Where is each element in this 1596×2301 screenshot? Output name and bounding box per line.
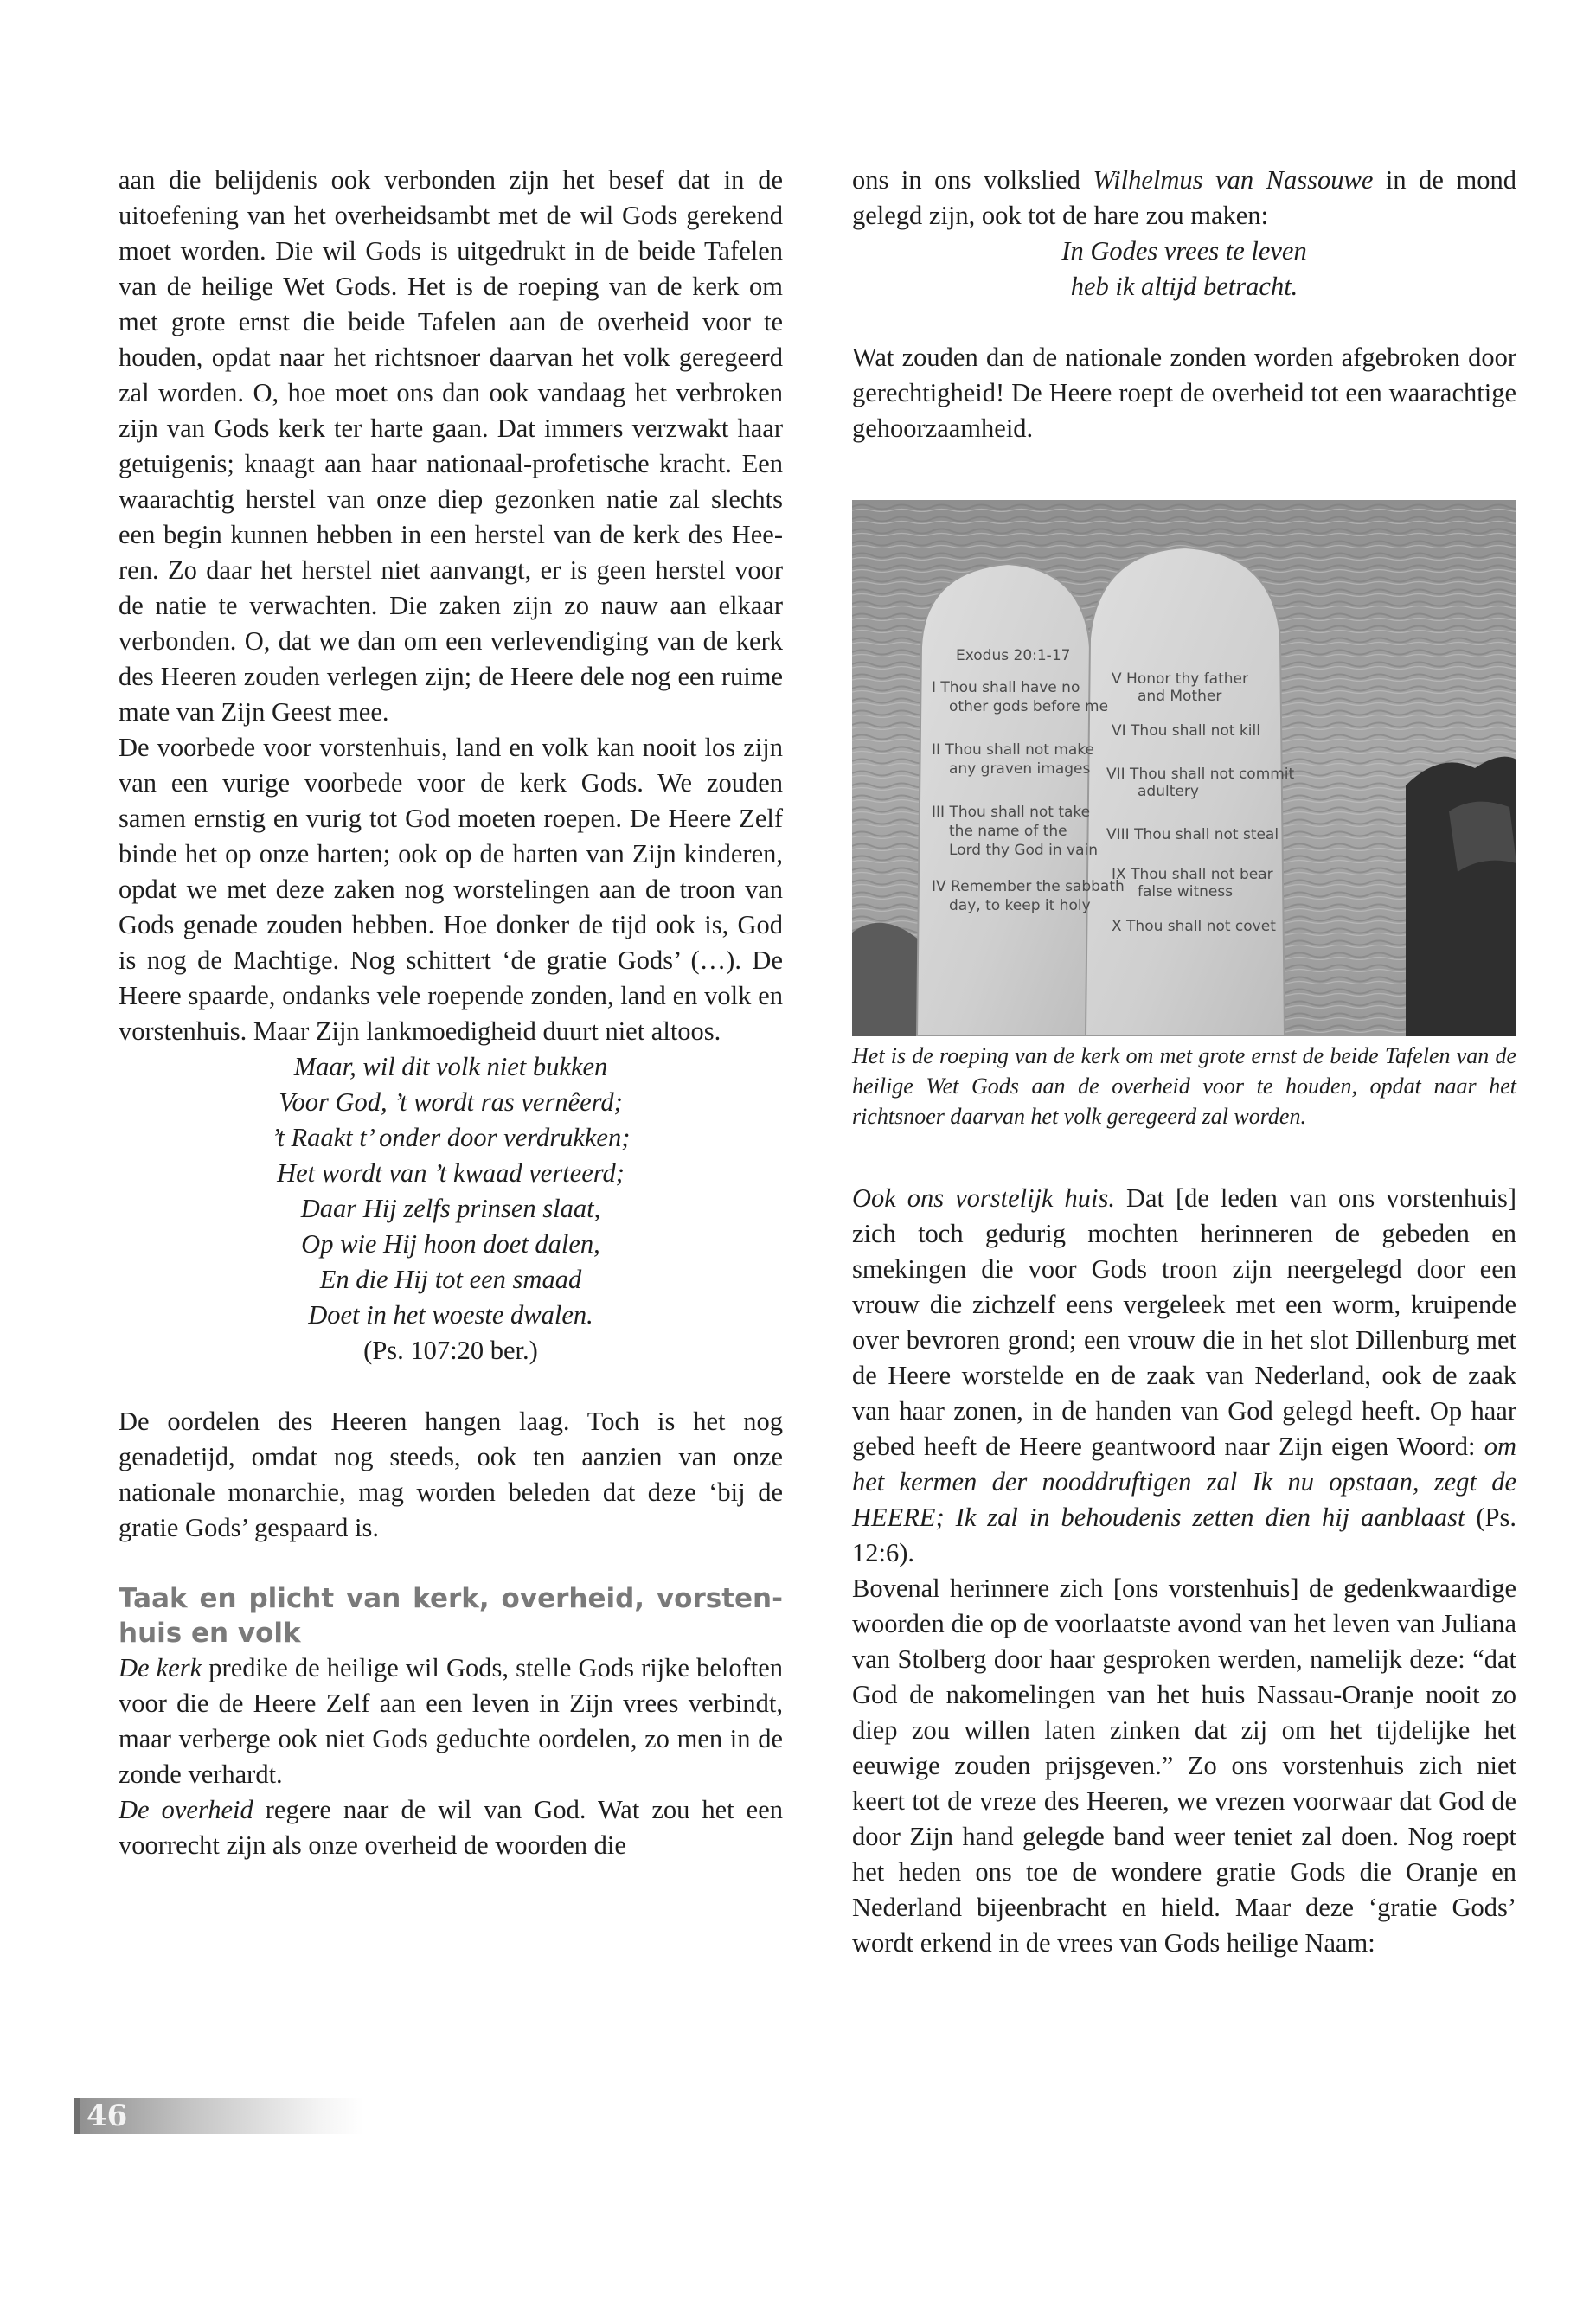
paragraph	[852, 1181, 1516, 1571]
tablet-title: Exodus 20:1-17	[956, 647, 1071, 664]
paragraph: aan die belijdenis ook verbonden zijn het besef dat in de uitoefening van het overheidsambt met de wil Gods gerekend moet worden. Die wil Gods is uitgedrukt in de beide Tafelen van de heilige Wet Gods. Het is de roeping van de kerk om met grote ernst die beide Tafelen aan de overheid voor te houden, opdat naar het richtsnoer daarvan het volk geregeerd zal worden. O, hoe moet ons dan ook vandaag het verbroken zijn van Gods kerk ter harte gaan. Dat immers verzwakt haar getuigenis; knaagt aan haar nationaal-profetische kracht. Een waarachtig herstel van onze diep gezonken natie zal slechts een begin kunnen hebben in een herstel van de kerk des Heeren. Zo daar het herstel niet aanvangt, er is geen herstel voor de natie te verwachten. Die zaken zijn zo nauw aan elkaar verbonden. O, dat we dan om een verlevendiging van de kerk des Heeren zouden verlegen zijn; de Heere dele nog een ruime mate van Zijn Geest mee.	[119, 165, 783, 727]
emphasis: om het kermen der nooddruftigen zal Ik nu opstaan, zegt de HEERE; Ik zal in behoudenis zetten dien hij aanblaast	[852, 1432, 1516, 1532]
commandment-line: X Thou shall not covet	[1112, 918, 1276, 935]
psalm-quote	[119, 1049, 783, 1368]
paragraph: De voorbede voor vorstenhuis, land en volk kan nooit los zijn van een vurige voorbede voor de kerk Gods. We zouden samen ernstig en vurig tot God moeten roepen. De Heere Zelf binde het op onze harten; ook op de harten van Zijn kinderen, opdat we met deze zaken nog worstelingen aan de troon van Gods genade zouden hebben. Hoe donker de tijd ook is, God is nog de Machtige. Nog schittert ‘de gratie Gods’ (…). De Heere spaarde, ondanks vele roepende zonden, land en volk en vorstenhuis. Maar Zijn lankmoedigheid duurt niet altoos.	[119, 733, 783, 1046]
commandment-line: Lord thy God in vain	[949, 842, 1099, 859]
section-heading: Taak en plicht van kerk, overheid, vorstenhuis en volk	[119, 1583, 783, 1649]
poem-line: Op wie Hij hoon doet dalen,	[301, 1229, 600, 1259]
paragraph-text: regere naar de wil van God. Wat zou het een voorrecht zijn als onze overheid de woorden die	[119, 1795, 783, 1860]
commandment-line: adultery	[1138, 783, 1199, 800]
commandment-line: VII Thou shall not commit	[1106, 766, 1295, 783]
poem-line: Voor God, ’t wordt ras vernêerd;	[279, 1087, 623, 1117]
commandment-line: IV Remember the sabbath	[932, 878, 1125, 895]
paragraph: Wat zouden dan de nationale zonden worden afgebroken door gerechtigheid! De Heere roept de overheid tot een waarachtige gehoorzaamheid.	[852, 343, 1516, 443]
right-column-top	[852, 163, 1516, 446]
figure-caption: Het is de roeping van de kerk om met grote ernst de beide Tafelen van de heilige Wet Gods aan de overheid voor te houden, opdat naar het richtsnoer daarvan het volk geregeerd zal worden.	[852, 1043, 1516, 1129]
emphasis: De kerk	[119, 1653, 202, 1682]
commandment-line: IX Thou shall not bear	[1112, 866, 1273, 883]
commandment-line: VIII Thou shall not steal	[1106, 826, 1279, 843]
poem-reference: (Ps. 107:20 ber.)	[363, 1336, 538, 1365]
poem-line: Het wordt van ’t kwaad verteerd;	[277, 1158, 625, 1188]
commandment-line: I Thou shall have no	[932, 679, 1080, 696]
poem-line: En die Hij tot een smaad	[319, 1265, 582, 1294]
commandment-line: other gods before me	[949, 698, 1109, 715]
paragraph-text: Dat [de leden van ons vorstenhuis] zich toch gedurig mochten herinneren de gebeden en smekingen die voor Gods troon zijn neergelegd door een vrouw die zichzelf eens vergeleek met een worm, kruipende over bevroren grond; een vrouw die in het slot Dillenburg met de Heere worstelde en de zaak van Nederland, ook de zaak van haar zonen, in de handen van God gelegd heeft. Op haar gebed heeft de Heere geantwoord naar Zijn eigen Woord:	[852, 1183, 1516, 1461]
poem-line: ’t Raakt t’ onder door verdrukken;	[271, 1123, 631, 1152]
left-column	[119, 163, 783, 1863]
emphasis: Ook ons vorstelijk huis.	[852, 1183, 1116, 1213]
anthem-quote	[852, 234, 1516, 304]
commandment-line: II Thou shall not make	[932, 741, 1094, 759]
commandment-line: VI Thou shall not kill	[1112, 722, 1260, 740]
emphasis: Wilhelmus van Nassouwe	[1093, 165, 1374, 195]
quote-line: In Godes vrees te leven	[1061, 236, 1307, 266]
poem-line: Doet in het woeste dwalen.	[308, 1300, 593, 1330]
paragraph-text: predike de heilige wil Gods, stelle Gods rijke beloften voor die de Heere Zelf aan een leven in Zijn vrees verbindt, maar verberge ook niet Gods geduchte oordelen, zo men in de zonde verhardt.	[119, 1653, 784, 1789]
left-tablet	[917, 564, 1094, 1036]
commandment-line: day, to keep it holy	[949, 897, 1091, 914]
paragraph: De oordelen des Heeren hangen laag. Toch is het nog genadetijd, omdat nog steeds, ook ten aanzien van onze nationale monarchie, mag worden beleden dat deze ‘bij de gratie Gods’ gespaard is.	[119, 1407, 783, 1542]
emphasis: De overheid	[119, 1795, 253, 1824]
paragraph	[852, 163, 1516, 234]
paragraph-text: (Ps. 12:6).	[852, 1503, 1516, 1567]
poem-line: Maar, wil dit volk niet bukken	[293, 1052, 608, 1081]
commandment-line: and Mother	[1138, 688, 1222, 705]
paragraph-text: in de mond gelegd zijn, ook tot de hare zou maken:	[852, 165, 1516, 230]
commandment-line: the name of the	[949, 823, 1067, 840]
commandment-line: false witness	[1138, 883, 1234, 901]
rock	[1406, 757, 1516, 1036]
quote-line: heb ik altijd betracht.	[1070, 272, 1298, 301]
commandment-line: III Thou shall not take	[932, 804, 1091, 821]
page-number: 46	[87, 2099, 128, 2133]
paragraph	[119, 1792, 783, 1863]
tablets-illustration	[852, 500, 1516, 1036]
paragraph	[119, 1650, 783, 1792]
right-column-bottom	[852, 1181, 1516, 1961]
commandment-line: any graven images	[949, 760, 1091, 778]
commandment-line: V Honor thy father	[1112, 670, 1248, 688]
tablets-photo	[852, 500, 1516, 1036]
poem-line: Daar Hij zelfs prinsen slaat,	[300, 1194, 601, 1223]
paragraph: Bovenal herinnere zich [ons vorstenhuis] de gedenkwaardige woorden die op de voorlaatste avond van het leven van Juliana van Stolberg door haar gesproken werden, namelijk deze: “dat God de nakomelingen van het huis Nassau-Oranje nooit zo diep zou willen laten zinken dat zij om het tijdelijke het eeuwige zouden prijsgeven.” Zo ons vorstenhuis zich niet keert tot de vreze des Heeren, we vrezen voorwaar dat God de door Zijn hand gelegde band weer teniet zal doen. Nog roept het heden ons toe de wondere gratie Gods die Oranje en Nederland bijeenbracht en hield. Maar deze ‘gratie Gods’ wordt erkend in de vrees van Gods heilige Naam:	[852, 1574, 1516, 1958]
paragraph-text: ons in ons volkslied	[852, 165, 1093, 195]
